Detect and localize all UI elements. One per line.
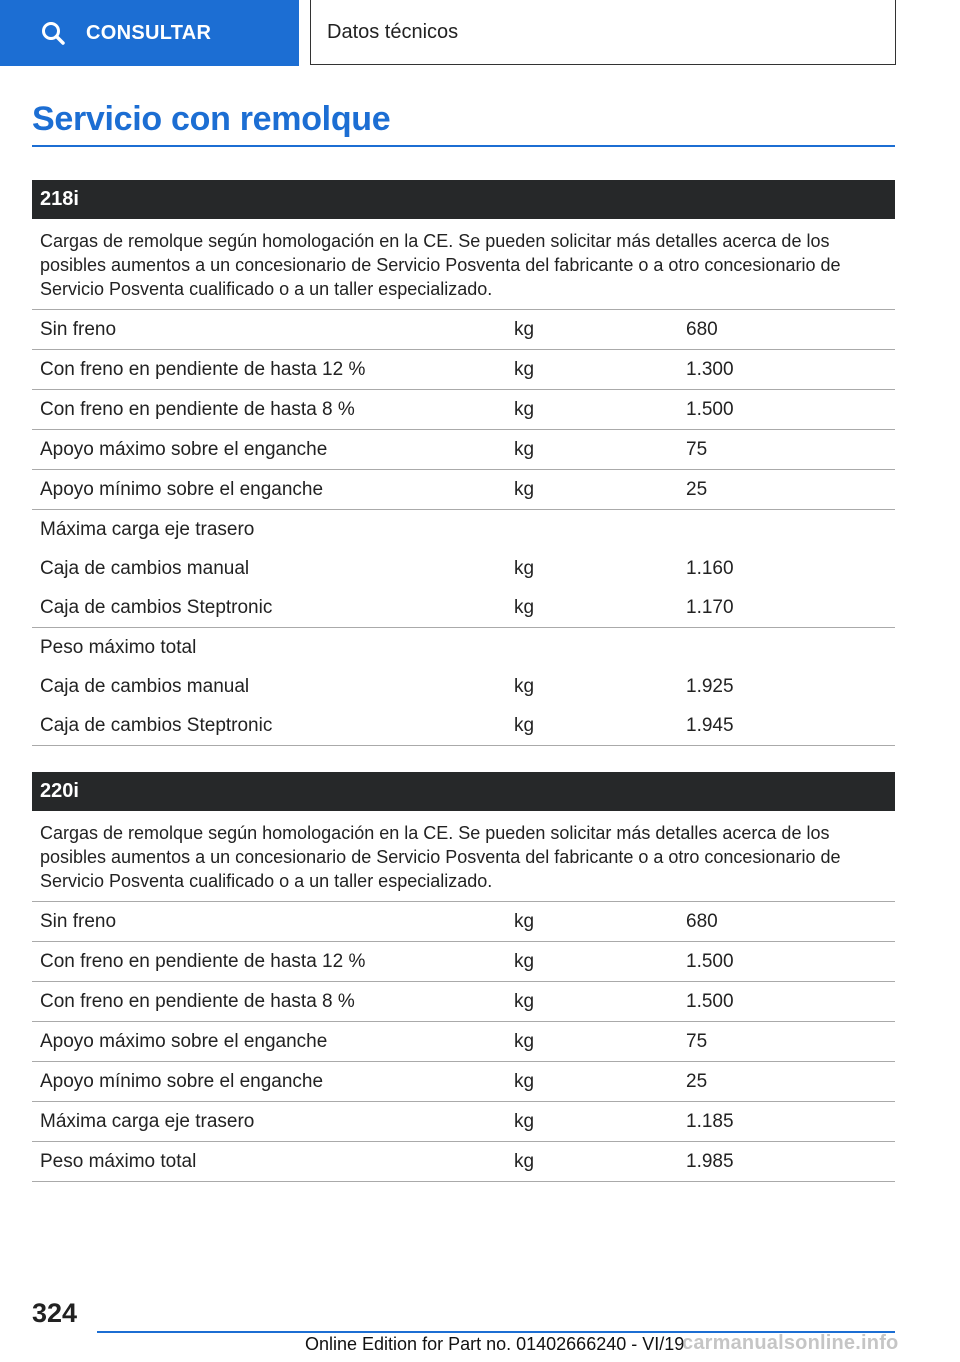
row-unit: kg bbox=[514, 1150, 535, 1172]
row-unit: kg bbox=[514, 398, 535, 420]
row-label: Sin freno bbox=[40, 318, 117, 340]
section-label: Datos técnicos bbox=[327, 20, 459, 43]
row-unit: kg bbox=[514, 557, 535, 579]
row-value: 25 bbox=[686, 478, 708, 500]
row-label: Apoyo mínimo sobre el enganche bbox=[40, 1070, 324, 1092]
row-value: 680 bbox=[686, 910, 718, 932]
row-label: Caja de cambios manual bbox=[40, 557, 250, 579]
row-unit: kg bbox=[514, 478, 535, 500]
row-value: 1.945 bbox=[686, 714, 734, 736]
footer-edition-text: Online Edition for Part no. 01402666240 - VI/19 bbox=[305, 1334, 685, 1354]
table-row bbox=[32, 470, 895, 510]
row-label: Máxima carga eje trasero bbox=[40, 1110, 255, 1132]
row-value: 1.300 bbox=[686, 358, 734, 380]
row-label: Con freno en pendiente de hasta 12 % bbox=[40, 358, 366, 380]
row-value: 1.160 bbox=[686, 557, 734, 579]
table-row bbox=[32, 667, 895, 706]
table-row bbox=[32, 1142, 895, 1182]
row-unit: kg bbox=[514, 714, 535, 736]
row-unit: kg bbox=[514, 910, 535, 932]
title-divider bbox=[32, 145, 895, 147]
table-row bbox=[32, 310, 895, 350]
row-value: 680 bbox=[686, 318, 718, 340]
section-tab[interactable] bbox=[310, 0, 896, 65]
table-row bbox=[32, 1022, 895, 1062]
table-row bbox=[32, 588, 895, 628]
row-label: Con freno en pendiente de hasta 12 % bbox=[40, 950, 366, 972]
consult-button[interactable] bbox=[0, 0, 299, 66]
row-value: 1.170 bbox=[686, 596, 734, 618]
row-label: Caja de cambios Steptronic bbox=[40, 714, 273, 736]
row-label: Caja de cambios manual bbox=[40, 675, 250, 697]
row-unit: kg bbox=[514, 950, 535, 972]
row-value: 1.500 bbox=[686, 950, 734, 972]
row-value: 75 bbox=[686, 438, 708, 460]
row-label: Sin freno bbox=[40, 910, 117, 932]
table-row bbox=[32, 430, 895, 470]
spec-table-220i bbox=[32, 772, 895, 1182]
row-label: Con freno en pendiente de hasta 8 % bbox=[40, 990, 355, 1012]
row-label: Apoyo máximo sobre el enganche bbox=[40, 438, 328, 460]
top-bar bbox=[0, 0, 960, 66]
row-value: 1.500 bbox=[686, 990, 734, 1012]
table-row bbox=[32, 942, 895, 982]
row-value: 75 bbox=[686, 1030, 708, 1052]
row-unit: kg bbox=[514, 1110, 535, 1132]
row-label: Con freno en pendiente de hasta 8 % bbox=[40, 398, 355, 420]
row-label: Apoyo mínimo sobre el enganche bbox=[40, 478, 324, 500]
table-row bbox=[32, 982, 895, 1022]
row-label: Peso máximo total bbox=[40, 1150, 197, 1172]
row-value: 25 bbox=[686, 1070, 708, 1092]
row-unit: kg bbox=[514, 358, 535, 380]
row-unit: kg bbox=[514, 675, 535, 697]
page-number: 324 bbox=[32, 1298, 78, 1328]
table-row bbox=[32, 1102, 895, 1142]
table-row bbox=[32, 350, 895, 390]
row-value: 1.500 bbox=[686, 398, 734, 420]
table-row bbox=[32, 549, 895, 588]
model-header: 220i bbox=[32, 772, 895, 811]
row-unit: kg bbox=[514, 596, 535, 618]
row-label: Apoyo máximo sobre el enganche bbox=[40, 1030, 328, 1052]
watermark: carmanualsonline.info bbox=[682, 1332, 899, 1354]
spec-table-218i bbox=[32, 180, 895, 746]
row-label: Caja de cambios Steptronic bbox=[40, 596, 273, 618]
table-row bbox=[32, 706, 895, 746]
table-row bbox=[32, 1062, 895, 1102]
table-row bbox=[32, 390, 895, 430]
row-value: 1.985 bbox=[686, 1150, 734, 1172]
search-icon bbox=[40, 20, 66, 46]
row-unit: kg bbox=[514, 1070, 535, 1092]
row-value: 1.925 bbox=[686, 675, 734, 697]
row-unit: kg bbox=[514, 990, 535, 1012]
row-label: Máxima carga eje trasero bbox=[40, 518, 255, 540]
row-unit: kg bbox=[514, 1030, 535, 1052]
row-unit: kg bbox=[514, 438, 535, 460]
table-row bbox=[32, 902, 895, 942]
consult-label: CONSULTAR bbox=[86, 21, 212, 44]
model-header: 218i bbox=[32, 180, 895, 219]
row-label: Peso máximo total bbox=[40, 636, 197, 658]
row-unit: kg bbox=[514, 318, 535, 340]
page-title: Servicio con remolque bbox=[32, 100, 391, 138]
intro-text: Cargas de remolque según homologación en la CE. Se pueden solicitar más detalles acerca de los posibles aumentos a un concesionario de Servicio Posventa del fabricante o a otro concesionario de Servicio Posventa cualificado o a un taller especializado. bbox=[32, 811, 895, 902]
row-value: 1.185 bbox=[686, 1110, 734, 1132]
table-row-group-header bbox=[32, 628, 895, 667]
table-row-group-header bbox=[32, 510, 895, 549]
intro-text: Cargas de remolque según homologación en la CE. Se pueden solicitar más detalles acerca de los posibles aumentos a un concesionario de Servicio Posventa del fabricante o a otro concesionario de Servicio Posventa cualificado o a un taller especializado. bbox=[32, 219, 895, 310]
